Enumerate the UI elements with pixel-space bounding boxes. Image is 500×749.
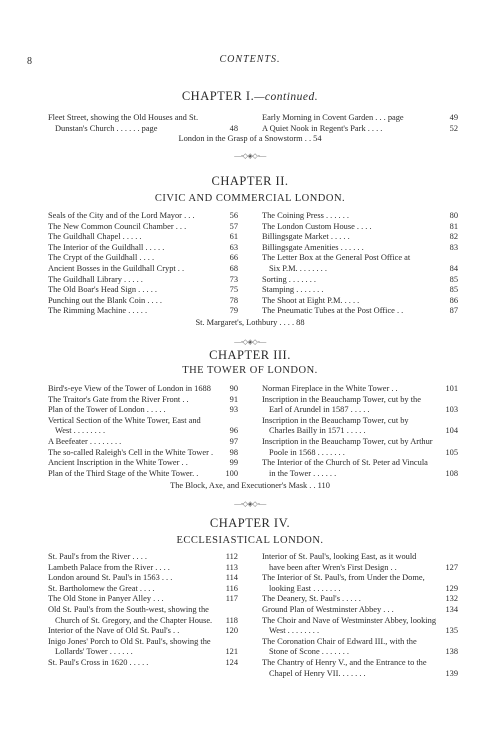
entry-title: Plan of the Tower of London . . . . .: [48, 405, 166, 415]
entry-title: Church of St. Gregory, and the Chapter House.: [55, 615, 213, 625]
entry-title: St. Paul's from the River . . . .: [48, 552, 147, 561]
entry-page: 68: [229, 263, 238, 273]
entry-title: West . . . . . . . .: [269, 626, 320, 636]
ch2-left-column: [48, 211, 238, 317]
chapter-3-title: CHAPTER III.: [209, 348, 291, 362]
entry-page: 116: [225, 583, 238, 593]
entry-title: Ancient Inscription in the White Tower . .: [48, 458, 188, 468]
entry-page: 75: [229, 285, 238, 295]
entry-page: 138: [445, 647, 458, 657]
entry-page: 79: [229, 306, 238, 316]
toc-entry: [262, 124, 458, 135]
entry-title: Fleet Street, showing the Old Houses and St.: [48, 113, 199, 122]
entry-page: 105: [445, 447, 458, 457]
entry-page: 49: [449, 113, 458, 122]
chapter-3-subtitle: THE TOWER OF LONDON.: [182, 365, 318, 376]
toc-entry: [262, 647, 458, 658]
entry-title: Chapel of Henry VII. . . . . . .: [269, 668, 366, 678]
entry-page: 82: [449, 232, 458, 242]
entry-page: 78: [229, 295, 238, 305]
entry-title: have been after Wren's First Design . .: [269, 562, 397, 572]
toc-entry: [48, 616, 238, 627]
entry-title: The London Custom House . . . .: [262, 221, 372, 231]
entry-page: 86: [449, 295, 458, 305]
entry-page: 103: [445, 405, 458, 415]
entry-title: St. Paul's Cross in 1620 . . . . .: [48, 657, 149, 667]
entry-title: Interior of the Nave of Old St. Paul's . .: [48, 626, 180, 636]
toc-entry: [48, 243, 238, 254]
entry-page: 114: [225, 573, 238, 583]
entry-page: 85: [449, 274, 458, 284]
toc-entry: [262, 243, 458, 254]
entry-title: The Old Boar's Head Sign . . . . .: [48, 285, 157, 295]
entry-title: Lollards' Tower . . . . . .: [55, 647, 133, 657]
entry-page: 112: [225, 552, 238, 561]
entry-title: The Shoot at Eight P.M. . . . .: [262, 295, 360, 305]
entry-page: 117: [225, 594, 238, 604]
ch1-right-column: [262, 113, 458, 134]
entry-title: The Interior of the Church of St. Peter ad Vincula: [262, 458, 428, 468]
entry-page: 99: [229, 458, 238, 468]
entry-page: 84: [449, 263, 458, 273]
toc-entry: [262, 222, 458, 233]
entry-title: The Traitor's Gate from the River Front . .: [48, 394, 189, 404]
entry-page: 87: [449, 306, 458, 316]
toc-entry: [262, 458, 458, 469]
toc-entry: [48, 285, 238, 296]
entry-title: Charles Bailly in 1571 . . . . .: [269, 426, 366, 436]
toc-entry: [262, 395, 458, 406]
entry-page: 118: [225, 615, 238, 625]
toc-entry: [262, 594, 458, 605]
entry-title: The Deanery, St. Paul's . . . . .: [262, 594, 361, 604]
entry-page: 108: [445, 468, 458, 478]
entry-title: The Chantry of Henry V., and the Entrance to the: [262, 657, 427, 667]
toc-entry: [262, 563, 458, 574]
toc-entry: [48, 437, 238, 448]
entry-title: The New Common Council Chamber . . .: [48, 221, 187, 231]
entry-page: 124: [225, 657, 238, 667]
toc-entry: [262, 296, 458, 307]
toc-entry: [262, 275, 458, 286]
entry-page: 63: [229, 242, 238, 252]
entry-title: Interior of St. Paul's, looking East, as it would: [262, 552, 417, 561]
toc-entry: [48, 584, 238, 595]
entry-title: The Letter Box at the General Post Office at: [262, 253, 411, 263]
entry-page: 100: [225, 468, 238, 478]
chapter-1-title: CHAPTER I.: [181, 89, 255, 103]
entry-title: Sorting . . . . . . .: [262, 274, 316, 284]
entry-page: 96: [229, 426, 238, 436]
entry-title: Vertical Section of the White Tower, East and: [48, 415, 201, 425]
entry-page: 139: [445, 668, 458, 678]
entry-title: looking East . . . . . . .: [269, 583, 341, 593]
entry-title: Six P.M. . . . . . . .: [269, 263, 327, 273]
toc-entry: [48, 448, 238, 459]
divider-ornament: —◦◇◈◇◦—: [234, 500, 266, 508]
toc-entry: [262, 448, 458, 459]
toc-entry: [48, 384, 238, 395]
entry-title: in the Tower . . . . . .: [269, 468, 337, 478]
toc-entry: [48, 637, 238, 648]
entry-title: Billingsgate Amenities . . . . . .: [262, 242, 364, 252]
entry-title: The so-called Raleigh's Cell in the White Tower .: [48, 447, 214, 457]
entry-title: Poole in 1568 . . . . . . .: [269, 447, 345, 457]
toc-entry: [48, 296, 238, 307]
toc-entry: [262, 584, 458, 595]
ch3-right-column: [262, 384, 458, 479]
ch2-right-column: [262, 211, 458, 317]
divider-ornament: —◦◇◈◇◦—: [234, 152, 266, 160]
toc-entry: [48, 395, 238, 406]
entry-page: 134: [445, 604, 458, 614]
ch1-centered-entry: London in the Grasp of a Snowstorm . . 54: [178, 134, 322, 143]
toc-entry: [262, 437, 458, 448]
entry-page: 56: [229, 211, 238, 220]
toc-entry: [48, 306, 238, 317]
entry-page: 135: [445, 626, 458, 636]
entry-page: 81: [449, 221, 458, 231]
entry-page: 91: [229, 394, 238, 404]
toc-entry: [48, 113, 238, 124]
toc-entry: [48, 275, 238, 286]
toc-entry: [262, 637, 458, 648]
toc-entry: [48, 232, 238, 243]
chapter-2-title: CHAPTER II.: [211, 174, 289, 188]
entry-page: 90: [229, 384, 238, 393]
entry-title: Ancient Bosses in the Guildhall Crypt . .: [48, 263, 185, 273]
entry-title: Inigo Jones' Porch to Old St. Paul's, showing the: [48, 636, 211, 646]
toc-entry: [48, 222, 238, 233]
entry-title: St. Bartholomew the Great . . . .: [48, 583, 155, 593]
entry-page: 57: [229, 221, 238, 231]
entry-title: A Beefeater . . . . . . . .: [48, 436, 122, 446]
toc-entry: [262, 552, 458, 563]
entry-title: The Coronation Chair of Edward III., with the: [262, 636, 417, 646]
entry-page: 132: [445, 594, 458, 604]
entry-page: 113: [225, 562, 238, 572]
toc-entry: [48, 563, 238, 574]
ch4-left-column: [48, 552, 238, 669]
entry-title: The Interior of the Guildhall . . . . .: [48, 242, 165, 252]
toc-entry: [48, 573, 238, 584]
entry-title: Inscription in the Beauchamp Tower, cut by Arthur: [262, 436, 433, 446]
toc-entry: [48, 552, 238, 563]
entry-title: Bird's-eye View of the Tower of London in 1688: [48, 384, 211, 393]
ch3-left-column: [48, 384, 238, 479]
entry-title: The Crypt of the Guildhall . . . .: [48, 253, 155, 263]
toc-entry: [48, 426, 238, 437]
chapter-4-title: CHAPTER IV.: [209, 516, 291, 530]
entry-page: 48: [229, 123, 238, 133]
toc-entry: [48, 458, 238, 469]
ch1-left-column: [48, 113, 238, 134]
entry-title: Ground Plan of Westminster Abbey . . .: [262, 604, 394, 614]
toc-entry: [262, 426, 458, 437]
entry-page: 73: [229, 274, 238, 284]
entry-page: 101: [445, 384, 458, 393]
toc-entry: [262, 669, 458, 680]
toc-entry: [48, 605, 238, 616]
entry-title: Seals of the City and of the Lord Mayor . . .: [48, 211, 195, 220]
entry-page: 104: [445, 426, 458, 436]
toc-entry: [262, 253, 458, 264]
entry-title: Punching out the Blank Coin . . . .: [48, 295, 162, 305]
entry-title: The Old Stone in Panyer Alley . . .: [48, 594, 164, 604]
entry-title: Old St. Paul's from the South-west, showing the: [48, 604, 209, 614]
entry-title: The Rimming Machine . . . . .: [48, 306, 148, 316]
page-number: 8: [27, 56, 32, 67]
toc-entry: [262, 384, 458, 395]
toc-entry: [262, 232, 458, 243]
chapter-2-subtitle: CIVIC AND COMMERCIAL LONDON.: [154, 193, 346, 204]
toc-entry: [262, 264, 458, 275]
entry-page: 121: [225, 647, 238, 657]
entry-title: A Quiet Nook in Regent's Park . . . .: [262, 123, 383, 133]
entry-title: The Choir and Nave of Westminster Abbey, looking: [262, 615, 437, 625]
chapter-1-heading: [0, 89, 500, 104]
entry-page: 61: [229, 232, 238, 242]
entry-title: The Pneumatic Tubes at the Post Office . .: [262, 306, 404, 316]
toc-entry: [262, 626, 458, 637]
chapter-4-subtitle: ECCLESIASTICAL LONDON.: [176, 535, 324, 546]
ch2-centered-entry: St. Margaret's, Lothbury . . . . 88: [195, 318, 305, 327]
entry-title: The Interior of St. Paul's, from Under the Dome,: [262, 573, 425, 583]
entry-page: 127: [445, 562, 458, 572]
entry-title: Norman Fireplace in the White Tower . .: [262, 384, 398, 393]
entry-page: 98: [229, 447, 238, 457]
entry-title: Plan of the Third Stage of the White Tower. .: [48, 468, 199, 478]
entry-title: The Guildhall Chapel . . . . .: [48, 232, 142, 242]
entry-title: West . . . . . . . .: [55, 426, 106, 436]
entry-page: 120: [225, 626, 238, 636]
toc-entry: [48, 211, 238, 222]
entry-page: 66: [229, 253, 238, 263]
toc-entry: [262, 469, 458, 480]
toc-entry: [262, 405, 458, 416]
entry-title: Billingsgate Market . . . . .: [262, 232, 350, 242]
entry-page: 83: [449, 242, 458, 252]
entry-title: Lambeth Palace from the River . . . .: [48, 562, 170, 572]
entry-page: 93: [229, 405, 238, 415]
entry-page: 80: [449, 211, 458, 220]
toc-entry: [262, 113, 458, 124]
chapter-1-continued: —continued.: [254, 91, 319, 103]
toc-entry: [48, 264, 238, 275]
toc-entry: [262, 416, 458, 427]
toc-entry: [48, 469, 238, 480]
toc-entry: [262, 573, 458, 584]
ch3-centered-entry: The Block, Axe, and Executioner's Mask . . 110: [170, 481, 330, 490]
toc-entry: [48, 658, 238, 669]
entry-title: London around St. Paul's in 1563 . . .: [48, 573, 173, 583]
toc-entry: [48, 594, 238, 605]
toc-entry: [262, 306, 458, 317]
divider-ornament: —◦◇◈◇◦—: [234, 338, 266, 346]
entry-title: Dunstan's Church . . . . . . page: [55, 123, 158, 133]
entry-title: Inscription in the Beauchamp Tower, cut by the: [262, 394, 421, 404]
entry-title: Stamping . . . . . . .: [262, 285, 324, 295]
toc-entry: [262, 658, 458, 669]
running-head: CONTENTS.: [219, 54, 281, 65]
toc-entry: [48, 647, 238, 658]
entry-title: Inscription in the Beauchamp Tower, cut by: [262, 415, 409, 425]
entry-page: 97: [229, 436, 238, 446]
toc-entry: [262, 616, 458, 627]
toc-entry: [48, 124, 238, 135]
entry-title: The Guildhall Library . . . . .: [48, 274, 143, 284]
toc-entry: [48, 405, 238, 416]
toc-entry: [48, 253, 238, 264]
entry-page: 85: [449, 285, 458, 295]
ch4-right-column: [262, 552, 458, 679]
entry-page: 129: [445, 583, 458, 593]
entry-title: Earl of Arundel in 1587 . . . . .: [269, 405, 370, 415]
toc-entry: [262, 211, 458, 222]
entry-title: The Coining Press . . . . . .: [262, 211, 350, 220]
entry-title: Early Morning in Covent Garden . . . page: [262, 113, 404, 122]
toc-entry: [48, 416, 238, 427]
toc-entry: [262, 605, 458, 616]
toc-entry: [262, 285, 458, 296]
toc-entry: [48, 626, 238, 637]
entry-title: Stone of Scone . . . . . . .: [269, 647, 350, 657]
entry-page: 52: [449, 123, 458, 133]
